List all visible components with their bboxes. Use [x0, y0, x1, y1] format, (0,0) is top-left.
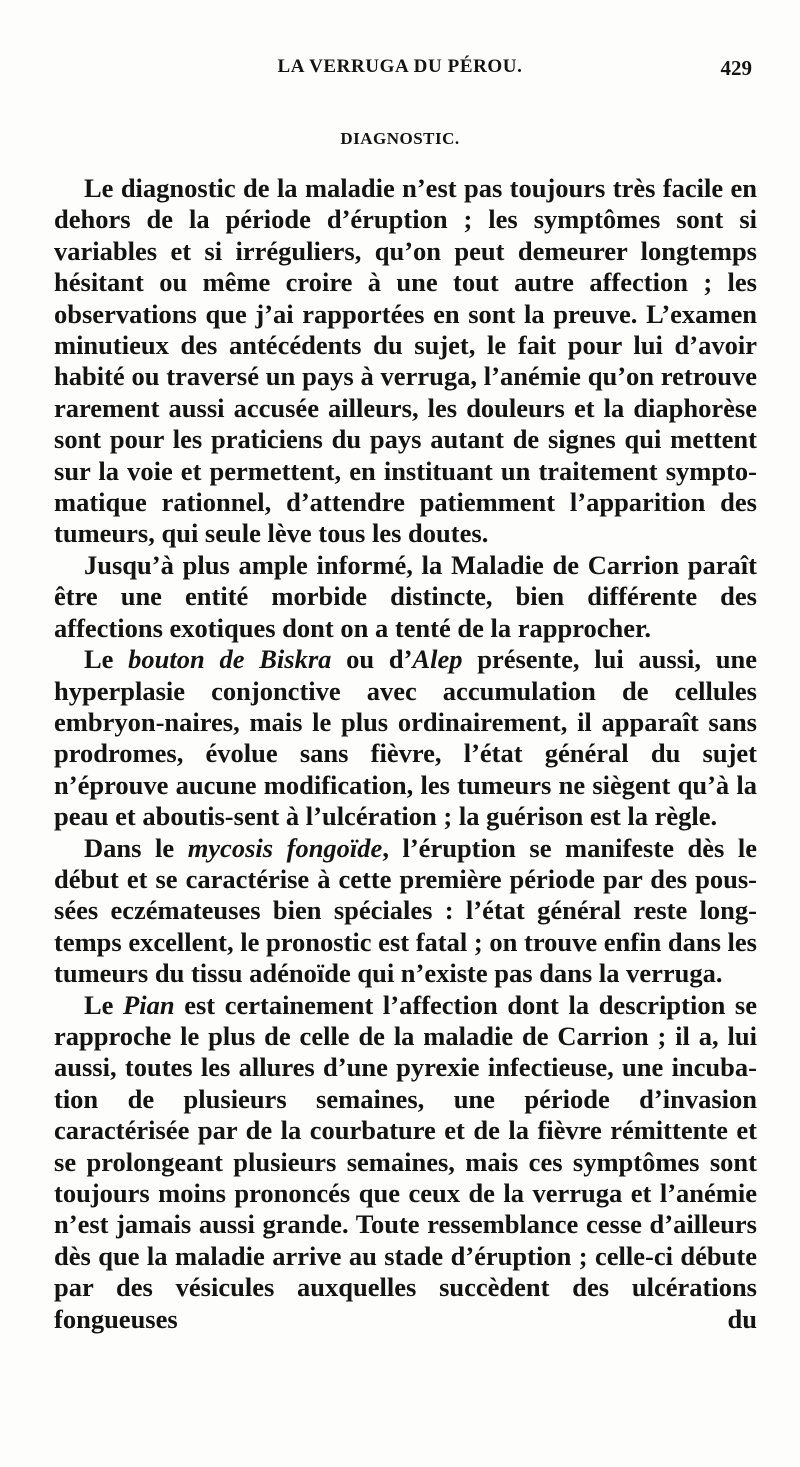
paragraph-lead: Le: [84, 989, 124, 1020]
paragraph-body: présente, lui aussi, une hyperplasie conjonctive avec accumulation de cellules embryon-naires, mais le plus ordinairement, il apparaît sans prodromes, évolue sans fièvre, l’état général du sujet n’éprouve aucune modification, les tumeurs ne siègent qu’à la peau et aboutis-sent à l’ulcération ; la guérison est la règle.: [54, 644, 757, 832]
paragraph-pian: [54, 990, 757, 1335]
body-text: [54, 173, 757, 1335]
term-mycosis-fongoide: mycosis fongoïde: [187, 832, 383, 863]
term-pian: Pian: [123, 989, 175, 1020]
term-alep: Alep: [412, 644, 463, 675]
running-title: LA VERRUGA DU PÉROU.: [277, 56, 523, 77]
paragraph-lead: Dans le: [84, 832, 188, 863]
paragraph-mycosis-fongoide: [54, 833, 757, 990]
paragraph-connector: ou d’: [331, 644, 413, 675]
paragraph-body: , l’éruption se manifeste dès le début et se caractérise à cette première période par des pous-sées eczémateuses bien spéciales : l’état général reste long-temps excellent, le pronostic est fatal ; on trouve enfin dans les tumeurs du tissu adénoïde qui n’existe pas dans la verruga.: [54, 832, 757, 989]
page-number: 429: [720, 56, 752, 80]
paragraph-carrion-entity: Jusqu’à plus ample informé, la Maladie de Carrion paraît être une entité morbide distincte, bien différente des affections exotiques dont on a tenté de la rapprocher.: [54, 549, 757, 643]
paragraph-diagnosis: Le diagnostic de la maladie n’est pas toujours très facile en dehors de la période d’éruption ; les symptômes sont si variables et si irréguliers, qu’on peut demeurer longtemps hésitant ou même croire à une tout autre affection ; les observations que j’ai rapportées en sont la preuve. L’examen minutieux des antécédents du sujet, le fait pour lui d’avoir habité ou traversé un pays à verruga, l’anémie qu’on retrouve rarement aussi accusée ailleurs, les douleurs et la diaphorèse sont pour les praticiens du pays autant de signes qui mettent sur la voie et permettent, en instituant un traitement sympto-matique rationnel, d’attendre patiemment l’apparition des tumeurs, qui seule lève tous les doutes.: [54, 173, 757, 549]
paragraph-body: est certainement l’affection dont la description se rapproche le plus de celle de la maladie de Carrion ; il a, lui aussi, toutes les allures d’une pyrexie infectieuse, une incuba-tion de plusieurs semaines, une période d’invasion caractérisée par de la courbature et de la fièvre rémittente et se prolongeant plusieurs semaines, mais ces symptômes sont toujours moins prononcés que ceux de la verruga et l’anémie n’est jamais aussi grande. Toute ressemblance cesse d’ailleurs dès que la maladie arrive au stade d’éruption ; celle-ci débute par des vésicules auxquelles succèdent des ulcérations fongueuses du: [54, 989, 757, 1334]
paragraph-bouton-de-biskra: [54, 644, 757, 832]
term-bouton-de-biskra: bouton de Biskra: [128, 644, 332, 675]
running-header: [0, 56, 800, 86]
section-heading: DIAGNOSTIC.: [340, 129, 460, 148]
paragraph-lead: Le: [84, 644, 129, 675]
